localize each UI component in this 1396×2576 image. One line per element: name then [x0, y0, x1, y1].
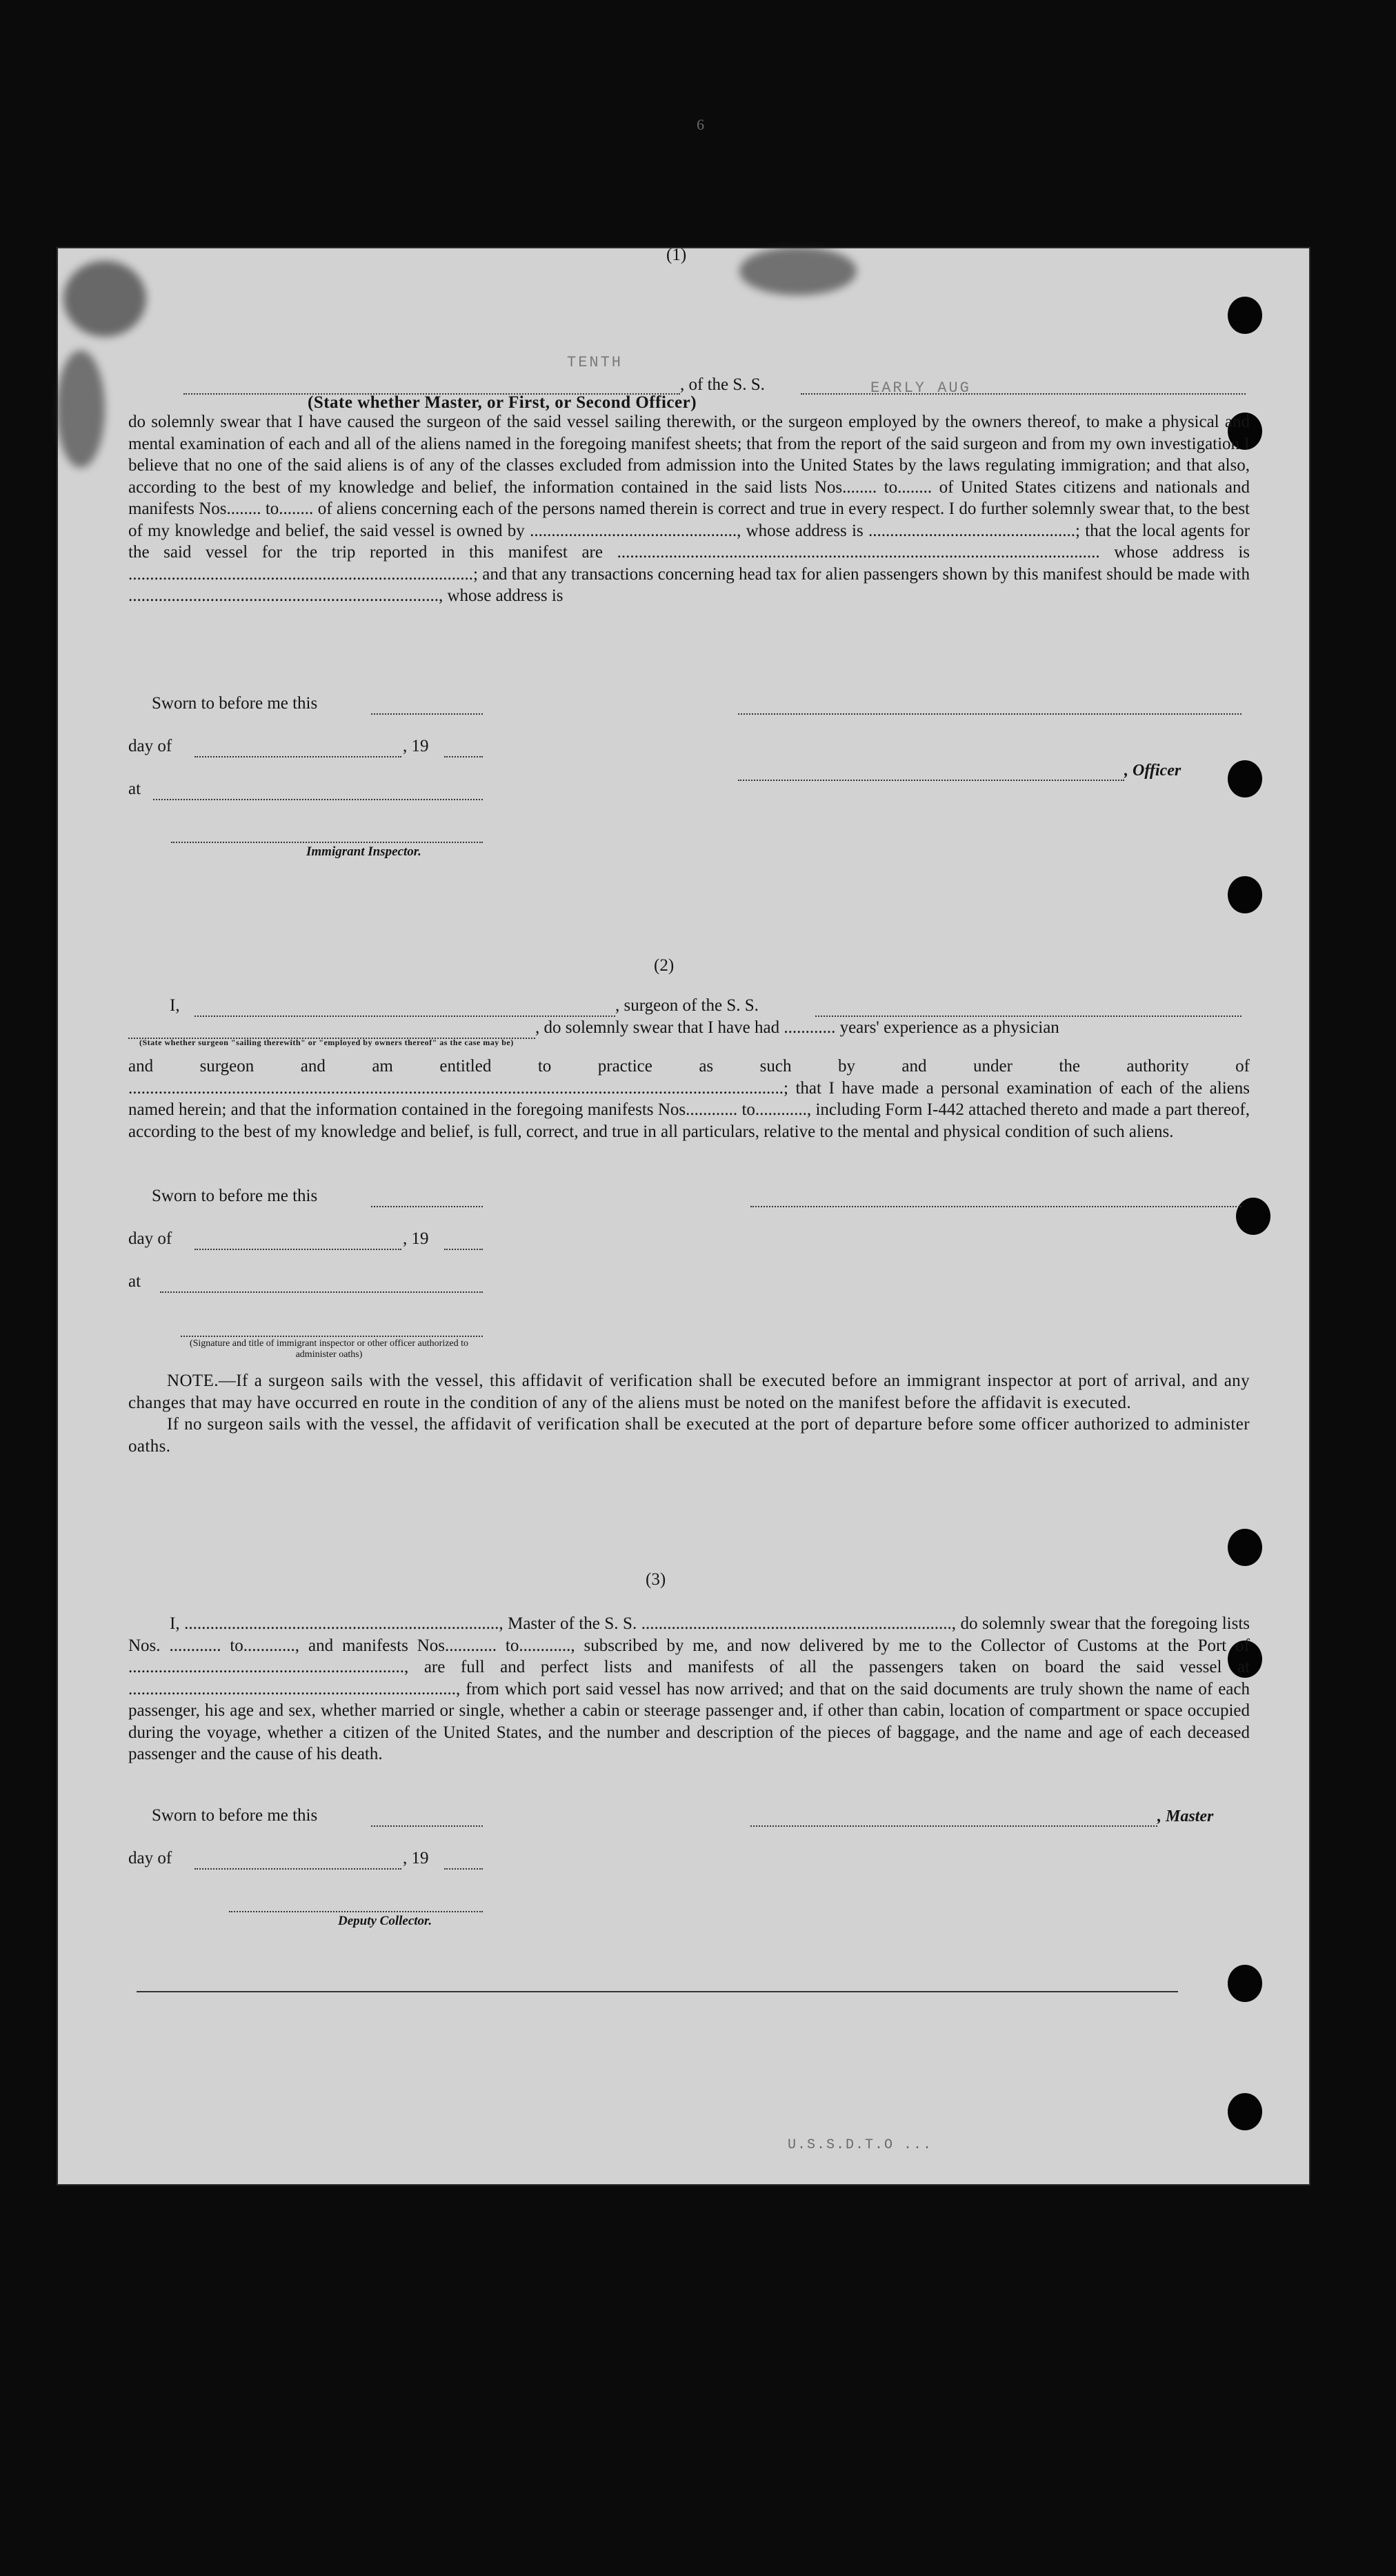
signature-line-2: [750, 1205, 1242, 1207]
sworn-line-3: [371, 1824, 483, 1827]
sworn-line-2: [371, 1205, 483, 1207]
manifest-affidavit-page: [57, 247, 1310, 2186]
surgeon-name-line: [195, 1014, 615, 1017]
punch-hole: [1228, 297, 1262, 334]
signature-line-3: [181, 1334, 483, 1337]
master-signature-line: [750, 1824, 1157, 1827]
ink-blot-top-left: [63, 261, 146, 337]
section-2-line2: , do solemnly swear that I have had ............ years' experience as a physician: [535, 1018, 1059, 1037]
section-1-paragraph: do solemnly swear that I have caused the surgeon of the said vessel sailing therewith, or the surgeon employed by the owners thereof, to make a physical and mental examination of each and all of the aliens named in the foregoing manifest sheets; that from the report of the said surgeon and from my own investigation I believe that no one of the said aliens is of any of the classes excluded from admission into the United States by the laws regulating immigration; and that also, according to the best of my knowledge and belief, the information contained in the said lists Nos........ to........ of United States citizens and nationals and manifests Nos........ to........ of aliens concerning each of the persons named therein is correct and true in every respect. I do further solemnly swear that, to the best of my knowledge and belief, the said vessel is owned by ................................................, whose address is ................................................; that the local agents for the said vessel for the trip reported in this manifest are ................................................................................................................ whose address is ................................................................................; and that any transactions concerning head tax for alien passengers shown by this manifest should be made with ........................................................................, whose address is: [128, 413, 1250, 605]
day-of-label-3: day of: [128, 1849, 172, 1867]
bottom-faint-mark: U.S.S.D.T.O ...: [788, 2137, 933, 2153]
year-line-3: [444, 1867, 483, 1870]
note-1: NOTE.—If a surgeon sails with the vessel, this affidavit of verification shall be executed before an immigrant inspector at port of arrival, and any changes that may have occurred en route in the condition of any of the aliens must be noted on the manifest before the affidavit is executed.: [128, 1371, 1250, 1412]
day-line-2: [195, 1247, 401, 1250]
year-line-2: [444, 1247, 483, 1250]
note-block: [128, 1370, 1250, 1457]
punch-hole: [1228, 1965, 1262, 2002]
section-2-surgeon-of: , surgeon of the S. S.: [615, 996, 759, 1015]
year-label-1: , 19: [403, 737, 429, 755]
at-line-2: [160, 1290, 483, 1293]
vessel-line-2: [815, 1014, 1242, 1017]
top-corner-mark: 6: [697, 116, 704, 133]
deputy-collector-caption: Deputy Collector.: [338, 1914, 432, 1928]
bottom-rule: [137, 1991, 1178, 1992]
punch-hole: [1228, 760, 1262, 797]
year-label-2: , 19: [403, 1229, 429, 1248]
day-of-label-1: day of: [128, 737, 172, 755]
section-1-number: (1): [666, 246, 687, 264]
section-3-paragraph: I, ........................................................................., Master of the S. S. ........................................................................, do solemnly swear that the foregoing lists Nos. ............ to............, and manifests Nos............ to............, subscribed by me, and now delivered by me to the Collector of Customs at the Port of ................................................................, are full and perfect lists and manifests of all the passengers taken on board the said vessel at ............................................................................, from which port said vessel has now arrived; and that on the said documents are truly shown the name of each passenger, his age and sex, whether married or single, whether a cabin or steerage passenger and, if other than cabin, location of compartment or space occupied during the voyage, whether a citizen of the United States, and the number and description of the pieces of baggage, and the name and age of each deceased passenger and the cause of his death.: [128, 1614, 1250, 1763]
at-label-2: at: [128, 1272, 141, 1291]
sworn-label-2: Sworn to before me this: [152, 1187, 318, 1205]
at-line-1: [153, 797, 483, 800]
signature-caption: (Signature and title of immigrant inspector or other officer authorized to administer oaths): [189, 1338, 469, 1360]
master-label: , Master: [1157, 1807, 1214, 1825]
ink-blot-left: [57, 350, 105, 468]
sworn-label-3: Sworn to before me this: [152, 1806, 318, 1825]
punch-hole: [1228, 1529, 1262, 1566]
officer-label: , Officer: [1124, 762, 1181, 780]
section-2-paragraph: and surgeon and am entitled to practice as such by and under the authority of ........................................................................................................................................................; that I have made a personal examination of each of the aliens named herein; and that the information contained in the foregoing manifests Nos............ to............, including Form I-442 attached thereto and made a part thereof, according to the best of my knowledge and belief, is full, correct, and true in all particulars, relative to the mental and physical condition of such aliens.: [128, 1057, 1250, 1141]
note-2: If no surgeon sails with the vessel, the affidavit of verification shall be executed at the port of departure before some officer authorized to administer oaths.: [128, 1415, 1250, 1456]
at-label-1: at: [128, 780, 141, 798]
year-line-1: [444, 755, 483, 757]
inspector-line-1: [171, 840, 483, 843]
year-label-3: , 19: [403, 1849, 429, 1867]
punch-hole: [1228, 2093, 1262, 2130]
section-2-i-label: I,: [170, 996, 180, 1015]
signature-line-1: [738, 712, 1242, 715]
section-2-note: (State whether surgeon "sailing therewith" or "employed by owners thereof" as the case may be): [139, 1038, 514, 1047]
faint-stamp-2: EARLY AUG: [870, 379, 971, 397]
day-line-3: [195, 1867, 401, 1870]
faint-stamp-1: TENTH: [567, 354, 624, 371]
day-of-label-2: day of: [128, 1229, 172, 1248]
section-1-line1: , of the S. S.: [680, 375, 765, 394]
officer-line: [738, 778, 1124, 781]
section-3-number: (3): [646, 1570, 666, 1589]
ink-blot-top: [739, 247, 857, 295]
punch-hole: [1228, 876, 1262, 913]
section-2-number: (2): [654, 956, 675, 975]
immigrant-inspector-caption: Immigrant Inspector.: [306, 844, 421, 859]
vessel-line: [801, 392, 1246, 395]
sworn-label-1: Sworn to before me this: [152, 694, 318, 713]
day-line-1: [195, 755, 401, 757]
sworn-line-1: [371, 712, 483, 715]
section-1-note: (State whether Master, or First, or Second Officer): [308, 393, 697, 412]
collector-line: [229, 1910, 483, 1912]
punch-hole: [1236, 1198, 1270, 1235]
